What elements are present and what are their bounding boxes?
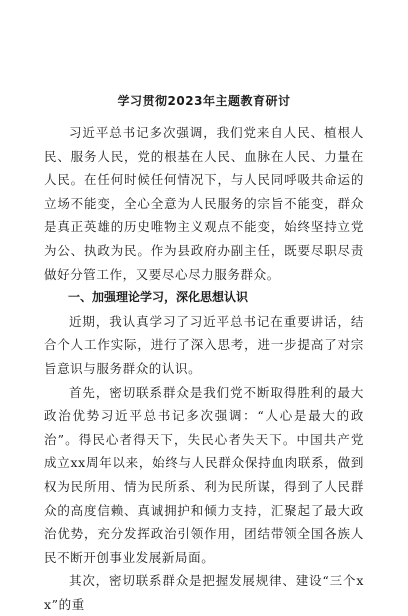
document-title: 学习贯彻2023年主题教育研讨 (117, 94, 291, 108)
paragraph-intro: 习近平总书记多次强调，我们党来自人民、植根人民、服务人民，党的根基在人民、血脉在人民、力量在人民。在任何时候任何情况下，与人民同呼吸共命运的立场不能变，全心全意为人民服务的宗旨不能变，群众是真正英雄的历史唯物主义观点不能变，始终坚持立党为公、执政为民。作为县政府办副主任，既要尽职尽责做好分管工作，又要尽心尽力服务群众。 (44, 125, 364, 282)
section-heading-1: 一、加强理论学习，深化思想认识 (68, 290, 249, 305)
paragraph-first: 首先，密切联系群众是我们党不断取得胜利的最大政治优势习近平总书记多次强调：“人心是最大的政治”。得民心者得天下，失民心者失天下。中国共产党成立xx周年以来，始终与人民群众保持血肉联系，做到权为民所用、情为民所系、利为民所谋，得到了人民群众的高度信赖、真诚拥护和倾力支持，汇聚起了最大政治优势，充分发挥政治引领作用，团结带领全国各族人民不断开创事业发展新局面。 (44, 384, 364, 565)
document-body (44, 121, 364, 616)
paragraph-study: 近期，我认真学习了习近平总书记在重要讲话，结合个人工作实际，进行了深入思考，进一步提高了对宗旨意识与服务群众的认识。 (44, 313, 364, 376)
paragraph-second: 其次，密切联系群众是把握发展规律、建设“三个xx”的重 (44, 573, 364, 612)
